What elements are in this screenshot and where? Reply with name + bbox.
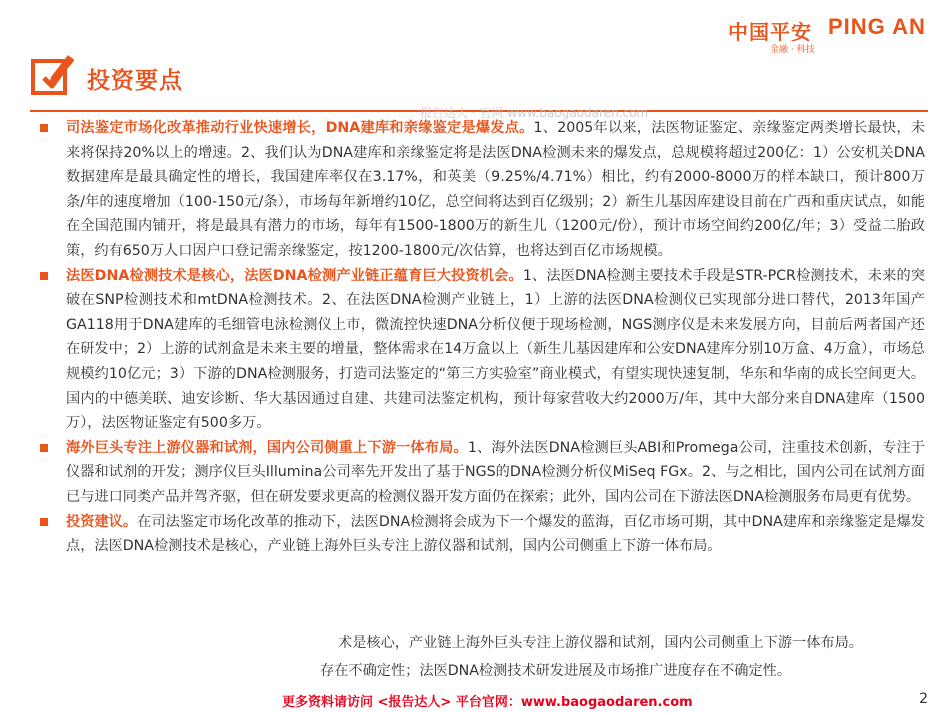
page-number: 2 <box>919 691 928 707</box>
square-bullet-icon <box>40 124 48 132</box>
item-body: 1、2005年以来，法医物证鉴定、亲缘鉴定两类增长最快，未来将保持20%以上的增速。2、我们认为DNA建库和亲缘鉴定将是法医DNA检测未来的爆发点，总规模将超过200亿：1）公安机关DNA数据建库是最具确定性的增长，我国建库率仅在3.17%，和英美（9.25%/4.71%）相比，约有2000-8000万的样本缺口，预计800万条/年的速度增加（100-150元/条），市场每年新增约10亿，总空间将达到百亿级别；2）新生儿基因库建设目前在广西和重庆试点，如能在全国范围内铺开，将是最具有潜力的市场，每年有1500-1800万的新生儿（1200元/份），预计市场空间约200亿/年；3）受益二胎政策，约有650万人口因户口登记需亲缘鉴定，按1200-1800元/次估算，也将达到百亿市场规模。 <box>66 120 925 259</box>
brand-name-en: PING AN <box>828 14 926 39</box>
brand-name-cn: 中国平安 <box>728 20 812 44</box>
item-lead: 司法鉴定市场化改革推动行业快速增长，DNA建库和亲缘鉴定是爆发点。 <box>66 120 534 136</box>
page-title: 投资要点 <box>87 68 183 94</box>
item-body: 在司法鉴定市场化改革的推动下，法医DNA检测将会成为下一个爆发的蓝海，百亿市场可期，其中DNA建库和亲缘鉴定是爆发点，法医DNA检测技术是核心，产业链上海外巨头专注上游仪器和试剂，国内公司侧重上下游一体布局。 <box>66 513 925 555</box>
list-item <box>40 436 925 510</box>
pencil-check-icon <box>30 52 76 98</box>
overlay-text-line: 存在不确定性；法医DNA检测技术研发进展及市场推广进度存在不确定性。 <box>320 663 792 679</box>
item-body: 1、法医DNA检测主要技术手段是STR-PCR检测技术，未来的突破在SNP检测技术和mtDNA检测技术。2、在法医DNA检测产业链上，1）上游的法医DNA检测仪已实现部分进口替代，2013年国产GA118用于DNA建库的毛细管电泳检测仪上市，微流控快速DNA分析仪便于现场检测，NGS测序仪是未来发展方向，目前后两者国产还在研发中；2）上游的试剂盒是未来主要的增量，整体需求在14万盒以上（新生儿基因建库和公安DNA建库分别10万盒、4万盒），市场总规模约10亿元；3）下游的DNA检测服务，打造司法鉴定的“第三方实验室”商业模式，有望实现快速复制，华东和华南的成长空间更大。国内的中德美联、迪安诊断、华大基因通过自建、共建司法鉴定机构，预计每家营收大约2000万/年，其中大部分来自DNA建库（1500万），法医物证鉴定有500多万。 <box>66 267 925 432</box>
brand-tagline: 金融 · 科技 <box>770 45 815 55</box>
square-bullet-icon <box>40 518 48 526</box>
item-lead: 法医DNA检测技术是核心，法医DNA检测产业链正蕴育巨大投资机会。 <box>66 267 523 284</box>
square-bullet-icon <box>40 444 48 452</box>
list-item <box>40 264 925 436</box>
key-points-list <box>40 116 925 636</box>
overlay-text-line: 术是核心，产业链上海外巨头专注上游仪器和试剂，国内公司侧重上下游一体布局。 <box>338 635 863 651</box>
square-bullet-icon <box>40 272 48 280</box>
brand-logo <box>728 14 928 54</box>
footer-website-link[interactable]: 更多资料请访问 <报告达人> 平台官网：www.baogaodaren.com <box>282 695 693 710</box>
item-lead: 投资建议。 <box>66 513 138 530</box>
list-item <box>40 510 925 559</box>
watermark: 报告达人 · 官网 www.baogaodaren.com <box>420 106 649 120</box>
item-lead: 海外巨头专注上游仪器和试剂，国内公司侧重上下游一体布局。 <box>66 439 468 456</box>
item-body: 1、海外法医DNA检测巨头ABI和Promega公司，注重技术创新，专注于仪器和试剂的开发；测序仪巨头Illumina公司率先开发出了基于NGS的DNA检测分析仪MiSeq FGx。2、与之相比，国内公司在试剂方面已与进口同类产品并驾齐驱，但在研发要求更高的检测仪器开发方面仍在探索；此外，国内公司在下游法医DNA检测服务布局更有优势。 <box>66 439 925 505</box>
list-item <box>40 116 925 264</box>
